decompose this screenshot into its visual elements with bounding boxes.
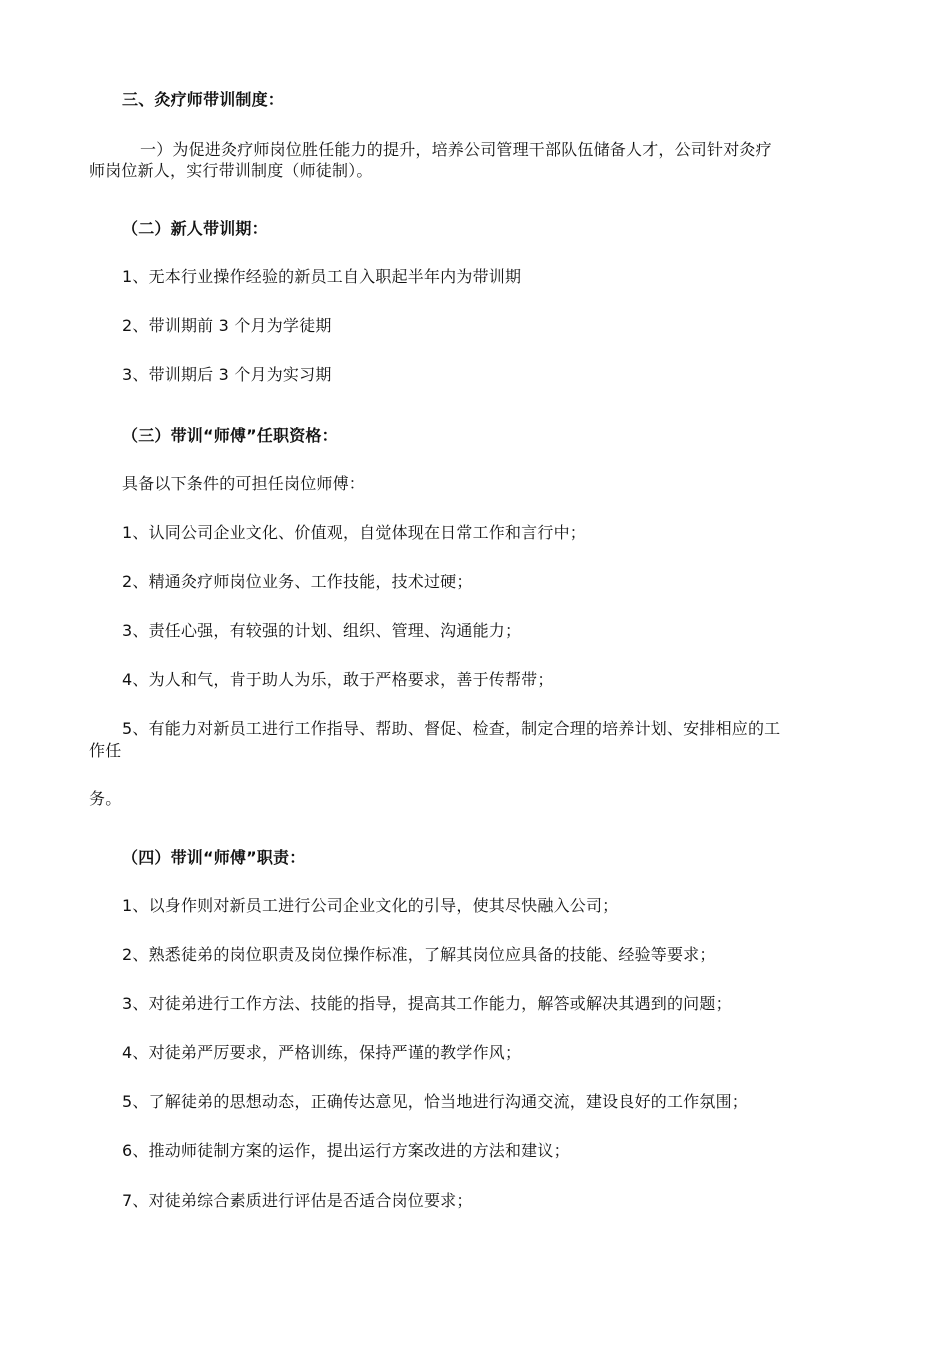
- part3-item-5: 5、有能力对新员工进行工作指导、帮助、督促、检查，制定合理的培养计划、安排相应的工: [122, 719, 781, 738]
- part2-item-1: 1、无本行业操作经验的新员工自入职起半年内为带训期: [122, 267, 522, 286]
- part3-item-2: 2、精通灸疗师岗位业务、工作技能，技术过硬；: [122, 572, 473, 591]
- part2-item-3: 3、带训期后 3 个月为实习期: [122, 365, 332, 384]
- part3-item-5-continuation-2: 务。: [89, 789, 122, 808]
- part4-heading: （四）带训“师傅”职责：: [122, 848, 306, 867]
- part4-item-2: 2、熟悉徒弟的岗位职责及岗位操作标准，了解其岗位应具备的技能、经验等要求；: [122, 945, 716, 964]
- part3-item-5-continuation: 作任: [89, 741, 122, 760]
- intro-paragraph-line-1: 一）为促进灸疗师岗位胜任能力的提升，培养公司管理干部队伍储备人才，公司针对灸疗: [140, 140, 772, 159]
- part3-item-4: 4、为人和气，肯于助人为乐，敢于严格要求，善于传帮带；: [122, 670, 554, 689]
- part3-item-3: 3、责任心强，有较强的计划、组织、管理、沟通能力；: [122, 621, 522, 640]
- part3-item-1: 1、认同公司企业文化、价值观，自觉体现在日常工作和言行中；: [122, 523, 586, 542]
- part4-item-3: 3、对徒弟进行工作方法、技能的指导，提高其工作能力，解答或解决其遇到的问题；: [122, 994, 732, 1013]
- part2-heading: （二）新人带训期：: [122, 219, 268, 238]
- part4-item-5: 5、了解徒弟的思想动态，正确传达意见，恰当地进行沟通交流，建设良好的工作氛围；: [122, 1092, 748, 1111]
- part4-item-1: 1、以身作则对新员工进行公司企业文化的引导，使其尽快融入公司；: [122, 896, 619, 915]
- intro-paragraph-line-2: 师岗位新人，实行带训制度（师徒制）。: [89, 161, 373, 180]
- part2-item-2: 2、带训期前 3 个月为学徒期: [122, 316, 332, 335]
- part4-item-7: 7、对徒弟综合素质进行评估是否适合岗位要求；: [122, 1191, 473, 1210]
- part4-item-4: 4、对徒弟严厉要求，严格训练，保持严谨的教学作风；: [122, 1043, 522, 1062]
- part3-intro: 具备以下条件的可担任岗位师傅：: [122, 474, 366, 493]
- part3-heading: （三）带训“师傅”任职资格：: [122, 426, 338, 445]
- section-title: 三、灸疗师带训制度：: [122, 90, 285, 109]
- part4-item-6: 6、推动师徒制方案的运作，提出运行方案改进的方法和建议；: [122, 1141, 570, 1160]
